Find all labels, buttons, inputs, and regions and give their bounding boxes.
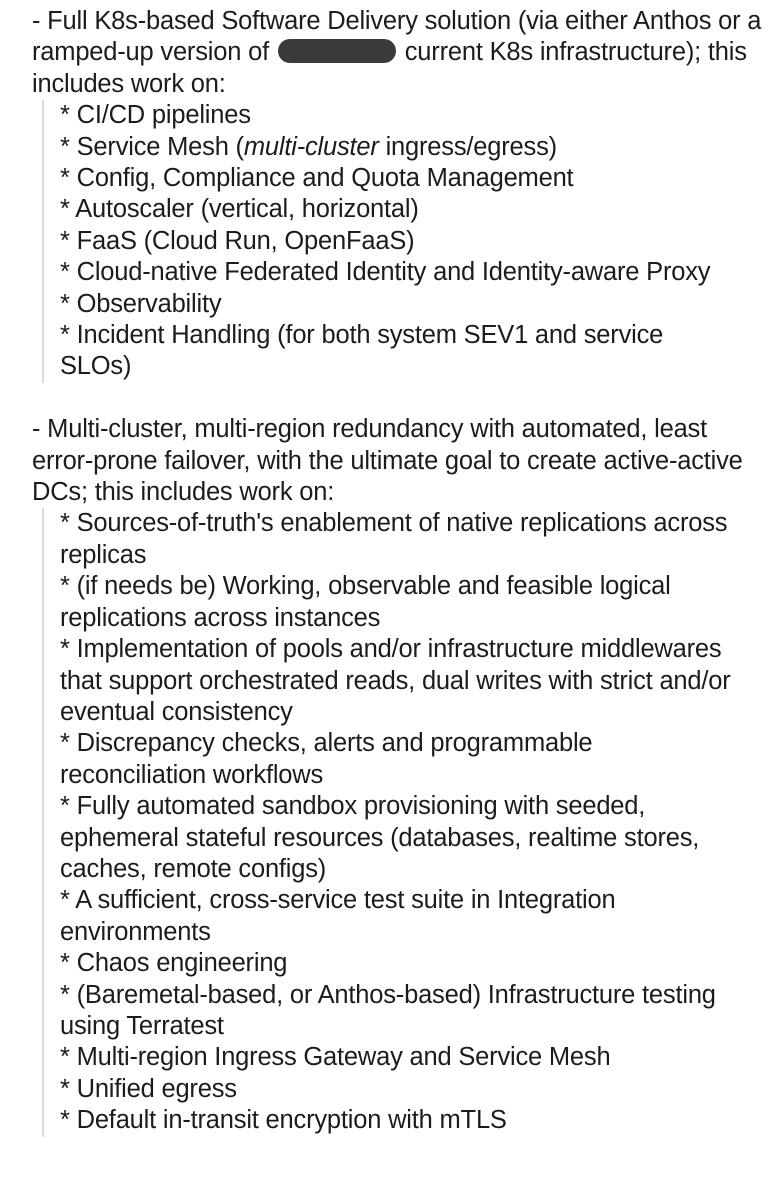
list-item: * Multi-region Ingress Gateway and Service Mesh bbox=[60, 1043, 611, 1072]
section1-intro-part2: current K8s infrastructure); this includes work on: bbox=[32, 38, 747, 98]
list-item: * Unified egress bbox=[60, 1074, 237, 1103]
list-item: * (if needs be) Working, observable and feasible logical replications across instances bbox=[60, 572, 671, 632]
section2-list bbox=[42, 508, 732, 1136]
list-item: * FaaS (Cloud Run, OpenFaaS) bbox=[60, 226, 415, 255]
list-item: * (Baremetal-based, or Anthos-based) Infrastructure testing using Terratest bbox=[60, 980, 716, 1040]
redaction-mark bbox=[278, 39, 396, 63]
list-item: * Config, Compliance and Quota Management bbox=[60, 164, 574, 193]
section1-intro bbox=[32, 6, 772, 100]
list-item: * Observability bbox=[60, 289, 222, 318]
list-item: * Autoscaler (vertical, horizontal) bbox=[60, 195, 419, 224]
section1-intro-part1: - Full K8s-based Software Delivery solution (via either Anthos or a ramped-up version of bbox=[32, 7, 762, 67]
list-item: * Default in-transit encryption with mTLS bbox=[60, 1106, 507, 1135]
list-item-suffix: ingress/egress) bbox=[378, 132, 557, 161]
list-item: * Cloud-native Federated Identity and Identity-aware Proxy bbox=[60, 258, 711, 287]
section-gap bbox=[32, 383, 772, 414]
list-item-prefix: * Service Mesh ( bbox=[60, 132, 244, 161]
list-item: * CI/CD pipelines bbox=[60, 101, 251, 130]
list-item: * Discrepancy checks, alerts and programmable reconciliation workflows bbox=[60, 729, 593, 789]
list-item: * Sources-of-truth's enablement of native replications across replicas bbox=[60, 509, 728, 569]
section1-list bbox=[42, 100, 732, 383]
list-item: * Chaos engineering bbox=[60, 949, 288, 978]
list-item: * Fully automated sandbox provisioning with seeded, ephemeral stateful resources (databases, realtime stores, caches, remote configs) bbox=[60, 792, 700, 883]
list-item: * Incident Handling (for both system SEV1 and service SLOs) bbox=[60, 321, 664, 381]
section2-intro: - Multi-cluster, multi-region redundancy with automated, least error-prone failover, with the ultimate goal to create active-active DCs; this includes work on: bbox=[32, 415, 743, 507]
list-item-italic: multi-cluster bbox=[243, 132, 379, 161]
list-item: * Implementation of pools and/or infrastructure middlewares that support orchestrated reads, dual writes with strict and/or eventual consistency bbox=[60, 635, 731, 726]
list-item: * A sufficient, cross-service test suite in Integration environments bbox=[60, 886, 616, 946]
list-item bbox=[60, 132, 732, 163]
